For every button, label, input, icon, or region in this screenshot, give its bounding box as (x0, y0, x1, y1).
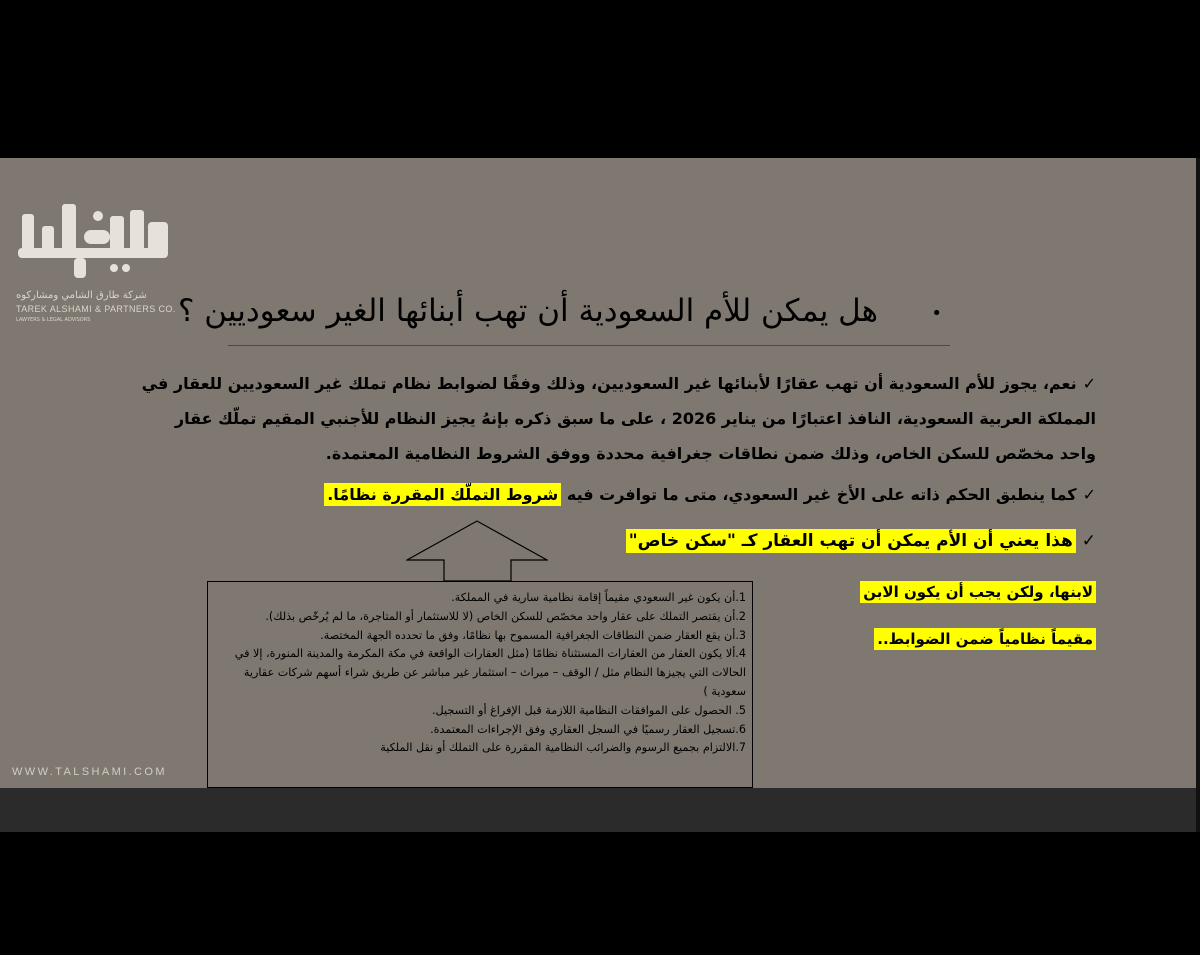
up-arrow-icon (406, 520, 548, 582)
highlight-son: لابنها، ولكن يجب أن يكون الابن (860, 581, 1096, 603)
highlight-ownership-conditions: شروط التملّك المقررة نظامًا. (324, 483, 561, 506)
slide (0, 158, 1200, 832)
condition-item: 4.ألا يكون العقار من العقارات المستثناة نظامًا (مثل العقارات الواقعة في مكة المكرمة والمدينة المنورة، إلا في الحالات التي يجيزها النظام مثل / الوقف – ميراث – استثمار غير مباشر عن طريق شراء أسهم شركات عقارية سعودية ) (234, 647, 746, 698)
website-url: WWW.TALSHAMI.COM (12, 766, 167, 778)
title-divider (228, 345, 950, 346)
paragraph-meaning (560, 526, 1096, 556)
highlight-private-residence: هذا يعني أن الأم يمكن أن تهب العقار كـ "سكن خاص" (626, 529, 1076, 553)
condition-item: 3.أن يقع العقار ضمن النطاقات الجغرافية المسموح بها نظامًا، وفق ما تحدده الجهة المختصة. (320, 628, 746, 642)
company-logo (14, 186, 189, 323)
condition-item: 2.أن يقتصر التملك على عقار واحد مخصّص للسكن الخاص (لا للاستثمار أو المتاجرة، ما لم يُرخّص بذلك). (265, 609, 746, 623)
paragraph-son (700, 583, 1096, 601)
condition-item: 6.تسجيل العقار رسميًا في السجل العقاري وفق الإجراءات المعتمدة. (430, 722, 746, 736)
bottom-band (0, 788, 1200, 832)
logo-mark-icon (14, 186, 174, 286)
slide-title: هل يمكن للأم السعودية أن تهب أبنائها الغير سعوديين ؟ (177, 293, 878, 329)
conditions-box (207, 581, 753, 788)
slide-title-row (177, 291, 950, 339)
paragraph-resident (700, 630, 1096, 648)
paragraph-answer-text: نعم، يجوز للأم السعودية أن تهب عقارًا لأبنائها غير السعوديين، وذلك وفقًا لضوابط نظام تملك غير السعوديين للعقار في المملكة العربية السعودية، النافذ اعتبارًا من يناير 2026 ، على ما سبق ذكره بإنهُ يجيز النظام للأجنبي المقيم تملّك عقار واحد مخصّص للسكن الخاص، وذلك ضمن نطاقات جغرافية محددة ووفق الشروط النظامية المعتمدة. (141, 374, 1096, 463)
checkmark-icon: ✓ (1082, 485, 1096, 504)
condition-item: 1.أن يكون غير السعودي مقيماً إقامة نظامية سارية في المملكة. (451, 591, 746, 604)
right-edge-bar (1196, 158, 1200, 832)
logo-english-name: TAREK ALSHAMI & PARTNERS CO. (16, 304, 176, 314)
paragraph-brother-text: كما ينطبق الحكم ذاته على الأخ غير السعودي، متى ما توافرت فيه (566, 485, 1077, 504)
condition-item: 5. الحصول على الموافقات النظامية اللازمة قبل الإفراغ أو التسجيل. (432, 703, 746, 717)
checkmark-icon: ✓ (1081, 531, 1096, 551)
paragraph-brother (300, 480, 1096, 510)
condition-item: 7.الالتزام بجميع الرسوم والضرائب النظامية المقررة على التملك أو نقل الملكية (380, 741, 746, 755)
logo-arabic-name: شركة طارق الشامي ومشاركوه (16, 290, 147, 301)
bullet-icon: • (931, 303, 942, 324)
paragraph-answer (140, 366, 1096, 471)
checkmark-icon: ✓ (1082, 374, 1096, 393)
highlight-resident: مقيماً نظامياً ضمن الضوابط.. (874, 628, 1096, 650)
logo-tagline: LAWYERS & LEGAL ADVISORS (16, 317, 91, 323)
